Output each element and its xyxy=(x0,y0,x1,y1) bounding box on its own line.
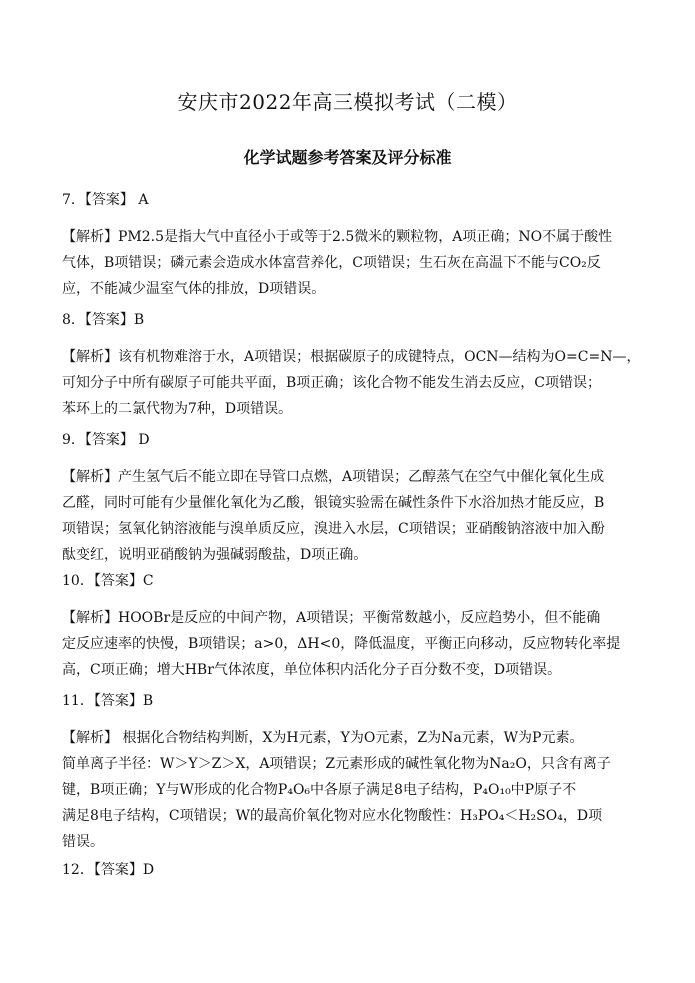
answer-line: 10．【答案】C xyxy=(62,573,154,589)
answer-line: 7．【答案】 A xyxy=(62,192,149,208)
explanation-line: 【解析】产生氢气后不能立即在导管口点燃，A项错误；乙醇蒸气在空气中催化氧化生成 xyxy=(62,469,605,485)
explanation-line: 【解析】PM2.5是指大气中直径小于或等于2.5微米的颗粒物，A项正确；NO不属于酸性 xyxy=(62,229,613,245)
explanation-line: 【解析】 根据化合物结构判断，X为H元素，Y为O元素，Z为Na元素，W为P元素。 xyxy=(62,730,584,746)
explanation-line: 项错误；氢氧化钠溶液能与溴单质反应，溴进入水层，C项错误；亚硝酸钠溶液中加入酚 xyxy=(62,521,605,537)
explanation-line: 高，C项正确；增大HBr气体浓度，单位体积内活化分子百分数不变，D项错误。 xyxy=(62,662,562,678)
question-12 xyxy=(62,860,642,880)
explanation xyxy=(62,344,642,422)
explanation-line: 苯环上的二氯代物为7种，D项错误。 xyxy=(62,401,293,417)
explanation xyxy=(62,464,642,568)
answer-line: 11．【答案】B xyxy=(62,693,154,709)
answer-line: 12．【答案】D xyxy=(62,862,155,878)
explanation-line: 乙醛，同时可能有少量催化氧化为乙酸，银镜实验需在碱性条件下水浴加热才能反应，B xyxy=(62,495,605,511)
explanation xyxy=(62,224,642,302)
explanation xyxy=(62,725,642,855)
page-subtitle: 化学试题参考答案及评分标准 xyxy=(243,148,452,167)
explanation-line: 满足8电子结构，C项错误；W的最高价氧化物对应水化物酸性：H₃PO₄＜H₂SO₄，D项 xyxy=(62,808,603,824)
explanation-line: 简单离子半径：W＞Y＞Z＞X，A项错误；Z元素形成的碱性氧化物为Na₂O，只含有离子 xyxy=(62,756,611,772)
answer-line: 9．【答案】 D xyxy=(62,432,150,448)
explanation-line: 气体，B项错误；磷元素会造成水体富营养化，C项错误；生石灰在高温下不能与CO₂反 xyxy=(62,255,601,271)
explanation-line: 定反应速率的快慢，B项错误；a>0，ΔH<0，降低温度，平衡正向移动，反应物转化率提 xyxy=(62,636,621,652)
explanation xyxy=(62,605,642,683)
explanation-line: 酞变红，说明亚硝酸钠为强碱弱酸盐，D项正确。 xyxy=(62,547,368,563)
question-11 xyxy=(62,691,642,855)
explanation-line: 可知分子中所有碳原子可能共平面，B项正确；该化合物不能发生消去反应，C项错误； xyxy=(62,375,601,391)
explanation-line: 应，不能减少温室气体的排放，D项错误。 xyxy=(62,281,326,297)
question-7 xyxy=(62,190,642,302)
explanation-line: 错误。 xyxy=(62,834,104,850)
explanation-line: 【解析】该有机物难溶于水，A项错误；根据碳原子的成键特点，OCN—结构为O=C=N—， xyxy=(62,349,641,365)
question-8 xyxy=(62,310,642,422)
page-title: 安庆市2022年高三模拟考试（二模） xyxy=(177,90,518,114)
question-10 xyxy=(62,571,642,683)
answer-line: 8．【答案】B xyxy=(62,312,145,328)
question-9 xyxy=(62,430,642,568)
explanation-line: 键，B项正确；Y与W形成的化合物P₄O₆中各原子满足8电子结构，P₄O₁₀中P原子不 xyxy=(62,782,577,798)
explanation-line: 【解析】HOOBr是反应的中间产物，A项错误；平衡常数越小，反应趋势小，但不能确 xyxy=(62,610,601,626)
